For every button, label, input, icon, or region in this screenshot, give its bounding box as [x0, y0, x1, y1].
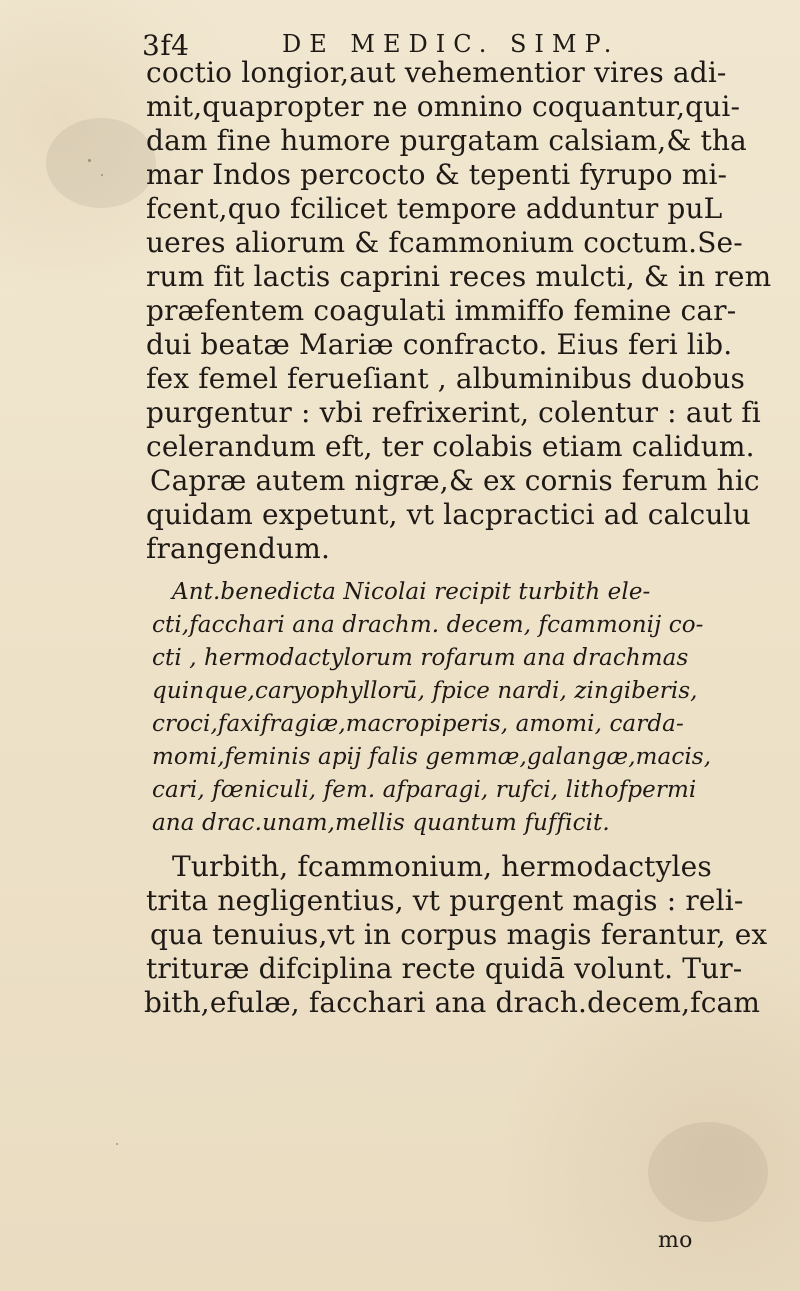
running-head: DE MEDIC. SIMP.: [282, 30, 620, 58]
paper-speck: [116, 1143, 118, 1145]
recipe-block: [142, 576, 712, 840]
paper-stain: [648, 1122, 768, 1222]
text-line: Turbith, fcammonium, hermodactyles: [172, 850, 712, 883]
text-line: coctio longior,aut vehementior vires adi-: [146, 56, 727, 89]
text-line: trita negligentius, vt purgent magis : reli-: [146, 884, 744, 917]
italic-text-line: momi,feminis apij falis gemmæ,galangæ,macis,: [152, 744, 712, 770]
text-line: rum fit lactis caprini reces mulcti, & in rem: [146, 260, 772, 293]
text-block: [142, 56, 772, 1020]
main-text-block-2: [142, 850, 768, 1020]
italic-text-line: cari, fœniculi, fem. afparagi, rufci, lithofpermi: [152, 777, 697, 803]
text-line: quidam expetunt, vt lacpractici ad calculu: [146, 498, 751, 531]
paper-speck: [101, 174, 103, 176]
italic-text-line: Ant.benedicta Nicolai recipit turbith ele-: [172, 579, 651, 605]
text-line: trituræ difciplina recte quidā volunt. Tur-: [146, 952, 743, 985]
text-line: qua tenuius,vt in corpus magis ferantur, ex: [150, 918, 768, 951]
text-line: dam fine humore purgatam calsiam,& tha: [146, 124, 747, 157]
text-line: Capræ autem nigræ,& ex cornis ferum hic: [150, 464, 760, 497]
italic-text-line: cti,facchari ana drachm. decem, fcammonij co-: [152, 612, 704, 638]
paper-speck: [88, 159, 91, 162]
page-number: 3f4: [142, 29, 190, 62]
text-line: fcent,quo fcilicet tempore adduntur puL: [146, 192, 723, 225]
catchword: mo: [658, 1228, 693, 1253]
text-line: mit,quapropter ne omnino coquantur,qui-: [146, 90, 741, 123]
text-line: frangendum.: [146, 532, 331, 565]
text-line: bith,efulæ, facchari ana drach.decem,fcam: [144, 986, 761, 1019]
italic-text-line: ana drac.unam,mellis quantum fufficit.: [152, 810, 610, 836]
italic-text-line: croci,faxifragiæ,macropiperis, amomi, carda-: [152, 711, 684, 737]
text-line: ueres aliorum & fcammonium coctum.Se-: [146, 226, 743, 259]
main-text-block-1: [142, 56, 772, 566]
italic-text-line: quinque,caryophyllorū, fpice nardi, zingiberis,: [152, 678, 698, 704]
text-line: præfentem coagulati immiffo femine car-: [146, 294, 737, 327]
paper-stain: [46, 118, 156, 208]
text-line: purgentur : vbi refrixerint, colentur : aut fi: [146, 396, 761, 429]
italic-text-line: cti , hermodactylorum rofarum ana drachmas: [152, 645, 689, 671]
text-line: celerandum eft, ter colabis etiam calidum.: [146, 430, 755, 463]
text-line: mar Indos percocto & tepenti fyrupo mi-: [146, 158, 728, 191]
text-line: dui beatæ Mariæ confracto. Eius feri lib.: [146, 328, 733, 361]
text-line: fex femel ferueſiant , albuminibus duobus: [146, 362, 746, 395]
